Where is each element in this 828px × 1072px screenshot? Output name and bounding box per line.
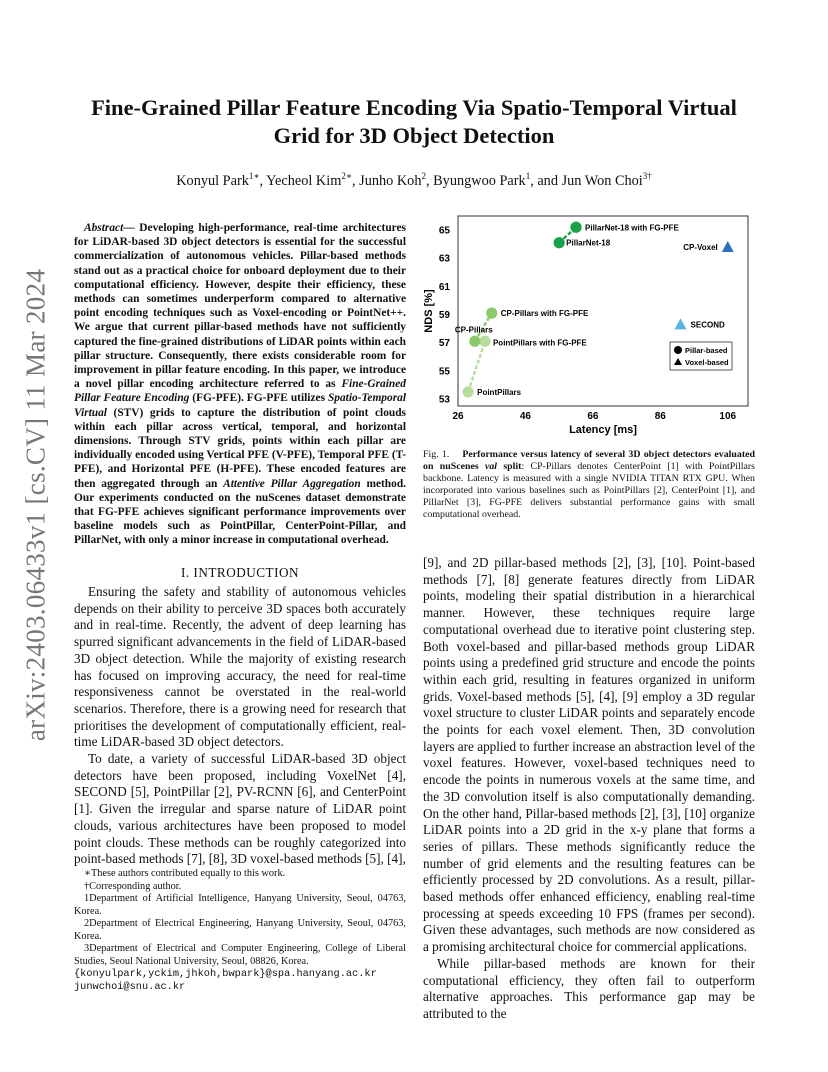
author-name: Yecheol Kim xyxy=(266,172,342,189)
author-separator: , xyxy=(259,172,267,189)
point-label: CP-Pillars with FG-PFE xyxy=(500,309,589,319)
right-column-body xyxy=(423,555,755,1023)
x-tick-label: 46 xyxy=(519,411,532,422)
x-tick-label: 106 xyxy=(719,411,737,422)
footnote-affiliation-3: 3Department of Electrical and Computer Engineering, College of Liberal Studies, Seoul National University, Seoul, 08826, Korea. xyxy=(74,943,406,967)
y-tick-label: 55 xyxy=(438,366,450,378)
point-label: SECOND xyxy=(690,320,725,330)
y-axis-label: NDS [%] xyxy=(423,289,435,333)
right-paragraph-2: While pillar-based methods are known for their computational efficiency, they often fail to outperform alternative approaches. This performance gap may be attributed to the xyxy=(423,955,755,1021)
point-label: PointPillars with FG-PFE xyxy=(492,338,587,348)
point-label: CP-Pillars xyxy=(454,325,493,335)
footnote-corresponding: †Corresponding author. xyxy=(84,880,182,892)
point-label: CP-Voxel xyxy=(683,242,718,252)
author-separator: , xyxy=(351,172,360,189)
caption-bold-tail: split xyxy=(497,461,522,472)
y-tick-label: 61 xyxy=(438,281,450,293)
legend-marker-pillar xyxy=(674,346,682,354)
data-point xyxy=(479,336,490,347)
abstract-text-3: (STV) grids to capture the distribution of point clouds within each pillar across vertical, temporal, and horizontal dimensions. Through STV grids, points within each pillar are individually encoded using Vertical PFE (V-PFE), Temporal PFE (T-PFE), and Horizontal PFE (H-PFE). These encoded features are then aggregated through an xyxy=(74,406,406,490)
arxiv-identifier: arXiv:2403.06433v1 [cs.CV] 11 Mar 2024 xyxy=(20,268,51,742)
caption-bold: Performance versus latency of several 3D object detectors evaluated on nuScenes xyxy=(423,449,755,472)
improvement-arrow xyxy=(468,341,485,392)
figure-1-chart xyxy=(418,208,763,440)
author-affiliation-marker: 3† xyxy=(642,171,652,181)
introduction-body xyxy=(74,584,406,868)
author-name: Junho Koh xyxy=(359,172,422,189)
paper-title xyxy=(60,94,768,150)
caption-text: : CP-Pillars denotes CenterPoint [1] with PointPillars backbone. Latency is measured with a single NVIDIA TITAN RTX GPU. When incorporated into various baselines such as PointPillars [2], CenterPoint [1], and PillarNet [3], FG-PFE delivers substantial performance gains with small computational overhead. xyxy=(423,461,756,520)
legend-entry-pillar: Pillar-based xyxy=(685,346,728,355)
footnote-equal-contribution: ∗These authors contributed equally to this work. xyxy=(84,868,286,879)
abstract-text-1: Developing high-performance, real-time architectures for LiDAR-based 3D object detectors is essential for the successful commercialization of autonomous vehicles. Pillar-based methods stand out as a practical choice for onboard deployment due to their computational efficiency. However, despite their efficiency, these methods can sometimes underperform compared to alternative point encoding techniques such as Voxel-encoding or PointNet++. We argue that current pillar-based methods have not sufficiently captured the fine-grained distributions of LiDAR points within each pillar structure. Consequently, there exists considerable room for improvement in pillar feature encoding. In this paper, we introduce a novel pillar encoding architecture referred to as xyxy=(74,222,406,391)
y-tick-label: 57 xyxy=(438,338,450,350)
abstract-label: Abstract xyxy=(84,222,124,234)
data-point xyxy=(722,241,734,252)
data-point xyxy=(570,222,581,233)
author-list xyxy=(60,171,768,190)
author-affiliation-marker: 1∗ xyxy=(248,171,260,181)
footnote-email-1: {konyulpark,yckim,jhkoh,bwpark}@spa.hanyang.ac.kr xyxy=(74,968,377,980)
x-tick-label: 86 xyxy=(654,411,666,422)
y-tick-label: 59 xyxy=(438,310,450,322)
chart-svg xyxy=(418,208,763,440)
author-name: Konyul Park xyxy=(176,172,249,189)
caption-label: Fig. 1. xyxy=(423,449,450,460)
figure-1-caption xyxy=(423,449,755,521)
abstract-text-2: (FG-PFE). FG-PFE utilizes xyxy=(189,392,328,405)
legend-entry-voxel: Voxel-based xyxy=(685,358,729,367)
abstract xyxy=(74,221,406,548)
y-tick-label: 63 xyxy=(438,253,450,265)
intro-paragraph-2: To date, a variety of successful LiDAR-based 3D object detectors have been proposed, including VoxelNet [4], SECOND [5], PointPillar [2], PV-RCNN [6], and CenterPoint [1]. Given the irregular and sparse nature of LiDAR point clouds, various architectures have been proposed to model point clouds. These methods can be roughly categorized into point-based methods [7], [8], 3D voxel-based methods [5], [4], xyxy=(74,751,406,867)
x-tick-label: 66 xyxy=(587,411,599,422)
title-line-1: Fine-Grained Pillar Feature Encoding Via Spatio-Temporal Virtual xyxy=(91,95,737,120)
data-point xyxy=(675,318,687,329)
abstract-emphasis-2: Spatio-Temporal Virtual xyxy=(74,392,406,419)
abstract-emphasis-3: Attentive Pillar Aggregation xyxy=(223,477,361,490)
author-separator: , xyxy=(425,172,434,189)
footnote-affiliation-2: 2Department of Electrical Engineering, Hanyang University, Seoul, 04763, Korea. xyxy=(74,918,406,942)
data-point xyxy=(486,308,497,319)
abstract-dash: — xyxy=(123,222,140,234)
abstract-text-4: method. Our experiments conducted on the nuScenes dataset demonstrate that FG-PFE achieves significant performance improvements over baseline models such as PointPillar, CenterPoint-Pillar, and PillarNet, with only a minor increase in computational overhead. xyxy=(74,477,407,547)
x-axis-label: Latency [ms] xyxy=(569,424,637,436)
point-label: PillarNet-18 with FG-PFE xyxy=(585,223,679,233)
author-name: Byungwoo Park xyxy=(433,172,526,189)
x-tick-label: 26 xyxy=(452,411,464,422)
data-point xyxy=(554,237,565,248)
arxiv-sidebar xyxy=(16,268,56,742)
right-paragraph-1: [9], and 2D pillar-based methods [2], [3], [10]. Point-based methods [7], [8] generate features directly from LiDAR points, modeling their spatial distribution in a hierarchical manner. However, these techniques require large computational overhead due to iterative point clustering step. Both voxel-based and pillar-based methods group LiDAR points using a predefined grid structure and encode the points within each grid, resulting in features organized in uniform grids. Voxel-based methods [5], [4], [9] employ a 3D regular voxel structure to cluster LiDAR points and separately encode the points for each voxel element. Then, 3D convolution layers are applied to further increase an abstraction level of the voxel features. However, voxel-based techniques need to encode the points in numerous voxels at the same time, and the 3D convolution itself is also computationally demanding. On the other hand, Pillar-based methods [2], [3], [10] organize LiDAR points into a 2D grid in the x-y plane that forms a series of pillars. These methods significantly reduce the number of grid elements and the resulting features can be efficiently processed by 2D convolutions. As a result, pillar-based methods offer enhanced efficiency, enabling real-time processing at speeds exceeding 10 FPS (frames per second). Given these advantages, such methods are now considered as a promising architectural choice for commercial applications. xyxy=(423,555,755,955)
data-point xyxy=(463,386,474,397)
author-separator: , and xyxy=(530,172,562,189)
author-affiliation-marker: 2 xyxy=(421,171,426,181)
author-affiliation-marker: 1 xyxy=(525,171,531,181)
caption-bold-italic: val xyxy=(484,461,498,472)
footnote-email-2: junwchoi@snu.ac.kr xyxy=(74,980,186,993)
y-tick-label: 65 xyxy=(438,225,450,237)
footnote-affiliation-1: 1Department of Artificial Intelligence, Hanyang University, Seoul, 04763, Korea. xyxy=(74,893,406,917)
title-line-2: Grid for 3D Object Detection xyxy=(273,123,555,148)
intro-paragraph-1: Ensuring the safety and stability of autonomous vehicles depends on their ability to perceive 3D spaces both accurately and in real-time. Recently, the advent of deep learning has spurred significant advancements in the field of LiDAR-based 3D object detection. While the majority of existing research has focused on improving accuracy, the need for real-time responsiveness cannot be overstated in the real-world scenarios. Therefore, there is a growing need for research that prioritises the development of computationally efficient, real-time LiDAR-based 3D object detectors. xyxy=(74,584,406,750)
author-affiliation-marker: 2∗ xyxy=(341,171,352,181)
abstract-emphasis-1: Fine-Grained Pillar Feature Encoding xyxy=(74,378,406,405)
point-label: PillarNet-18 xyxy=(566,238,611,248)
point-label: PointPillars xyxy=(477,387,522,397)
footnotes xyxy=(74,868,406,993)
section-heading-introduction: I. INTRODUCTION xyxy=(180,565,300,580)
data-point xyxy=(469,336,480,347)
y-tick-label: 53 xyxy=(438,394,450,406)
author-name: Jun Won Choi xyxy=(561,172,643,189)
